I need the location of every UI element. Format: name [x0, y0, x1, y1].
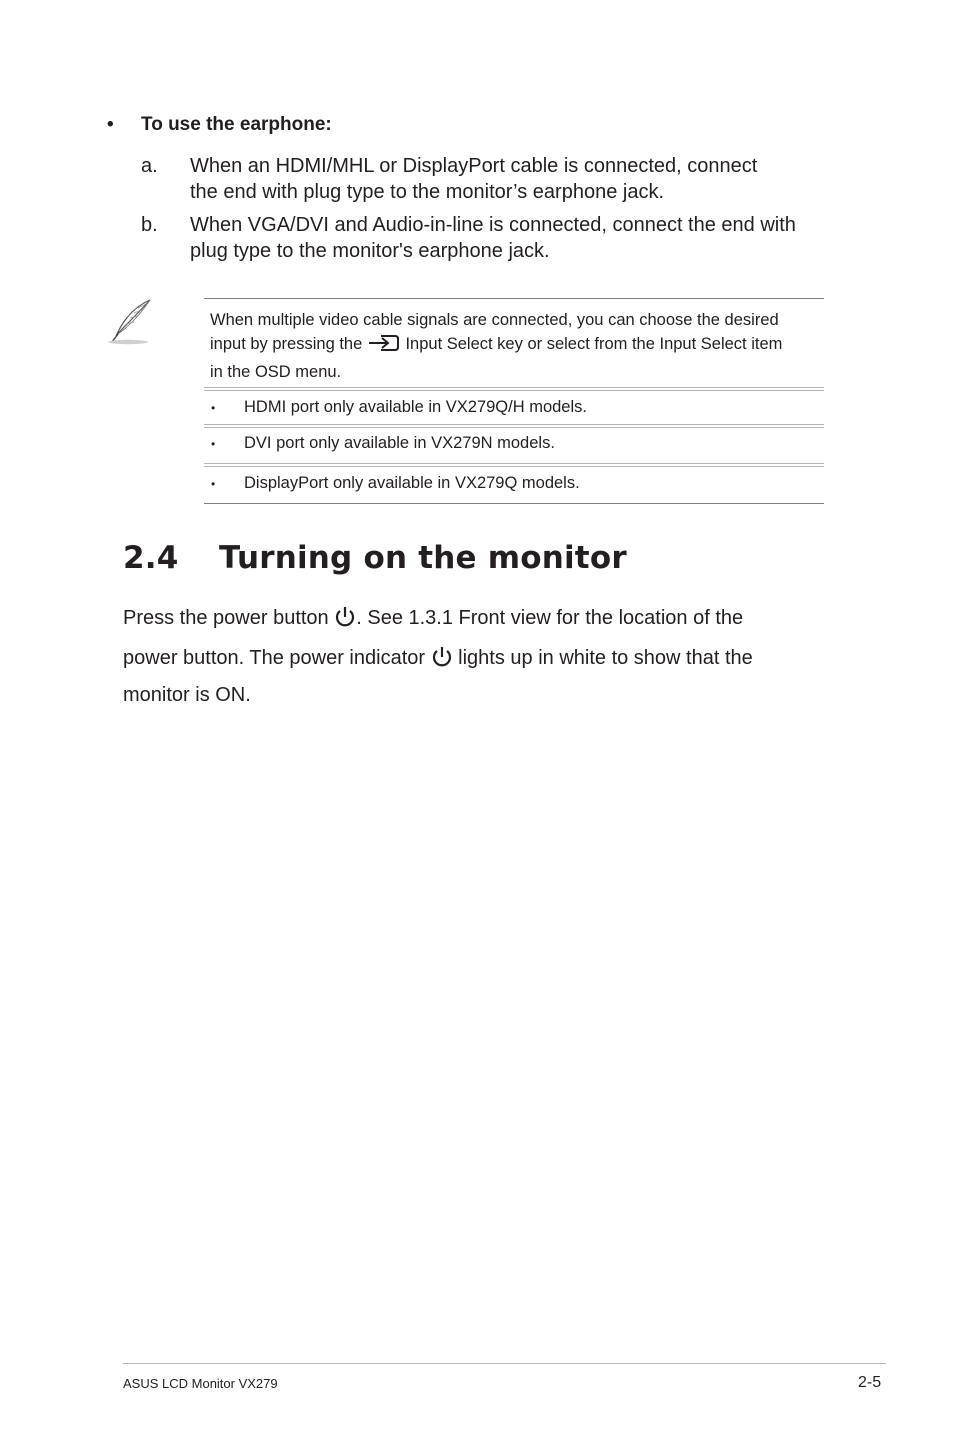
power-icon [334, 604, 356, 640]
note-line: When multiple video cable signals are connected, you can choose the desired [210, 311, 779, 329]
divider [204, 427, 824, 428]
divider [204, 387, 824, 388]
step-label: a. [141, 155, 158, 177]
bullet: • [107, 114, 114, 135]
section-number: 2.4 [123, 540, 179, 576]
divider [204, 463, 824, 464]
earphone-title: To use the earphone: [141, 114, 332, 135]
step-label: b. [141, 214, 158, 236]
para-text: lights up in white to show that the [458, 647, 753, 669]
para-text: Press the power button [123, 607, 329, 629]
para-text: monitor is ON. [123, 684, 251, 706]
para-text: . See 1.3.1 Front view for the location of the [356, 607, 744, 629]
step-line: When an HDMI/MHL or DisplayPort cable is connected, connect [190, 155, 758, 177]
step-line: the end with plug type to the monitor’s earphone jack. [190, 181, 665, 203]
step-a [141, 153, 861, 205]
step-line: When VGA/DVI and Audio-in-line is connected, connect the end with [190, 214, 796, 236]
divider [204, 466, 824, 467]
step-line: plug type to the monitor's earphone jack. [190, 240, 550, 262]
bullet: • [211, 401, 216, 415]
page-number: 2-5 [858, 1374, 882, 1391]
note-item-text: DisplayPort only available in VX279Q models. [244, 474, 580, 492]
divider [204, 390, 824, 391]
note-text [210, 308, 820, 384]
note-line: input by pressing the [210, 335, 363, 353]
section-paragraph [123, 600, 843, 710]
para-text: power button. The power indicator [123, 647, 426, 669]
bullet: • [211, 437, 216, 451]
divider [204, 424, 824, 425]
divider [204, 298, 824, 299]
power-icon [431, 644, 453, 680]
note-box [204, 298, 824, 508]
section-heading [123, 540, 627, 576]
step-text [190, 212, 860, 264]
note-item-text: DVI port only available in VX279N models. [244, 434, 555, 452]
note-line: in the OSD menu. [210, 363, 342, 381]
step-b [141, 212, 861, 264]
input-select-icon [367, 333, 401, 360]
earphone-heading [107, 114, 332, 136]
bullet: • [211, 477, 216, 491]
note-item-text: HDMI port only available in VX279Q/H models. [244, 398, 587, 416]
step-text [190, 153, 860, 205]
feather-pen-icon [106, 298, 156, 346]
footer-title: ASUS LCD Monitor VX279 [123, 1376, 278, 1391]
footer-divider [123, 1363, 886, 1364]
divider [204, 503, 824, 504]
note-line: Input Select key or select from the Input Select item [405, 335, 783, 353]
section-title: Turning on the monitor [219, 540, 627, 576]
